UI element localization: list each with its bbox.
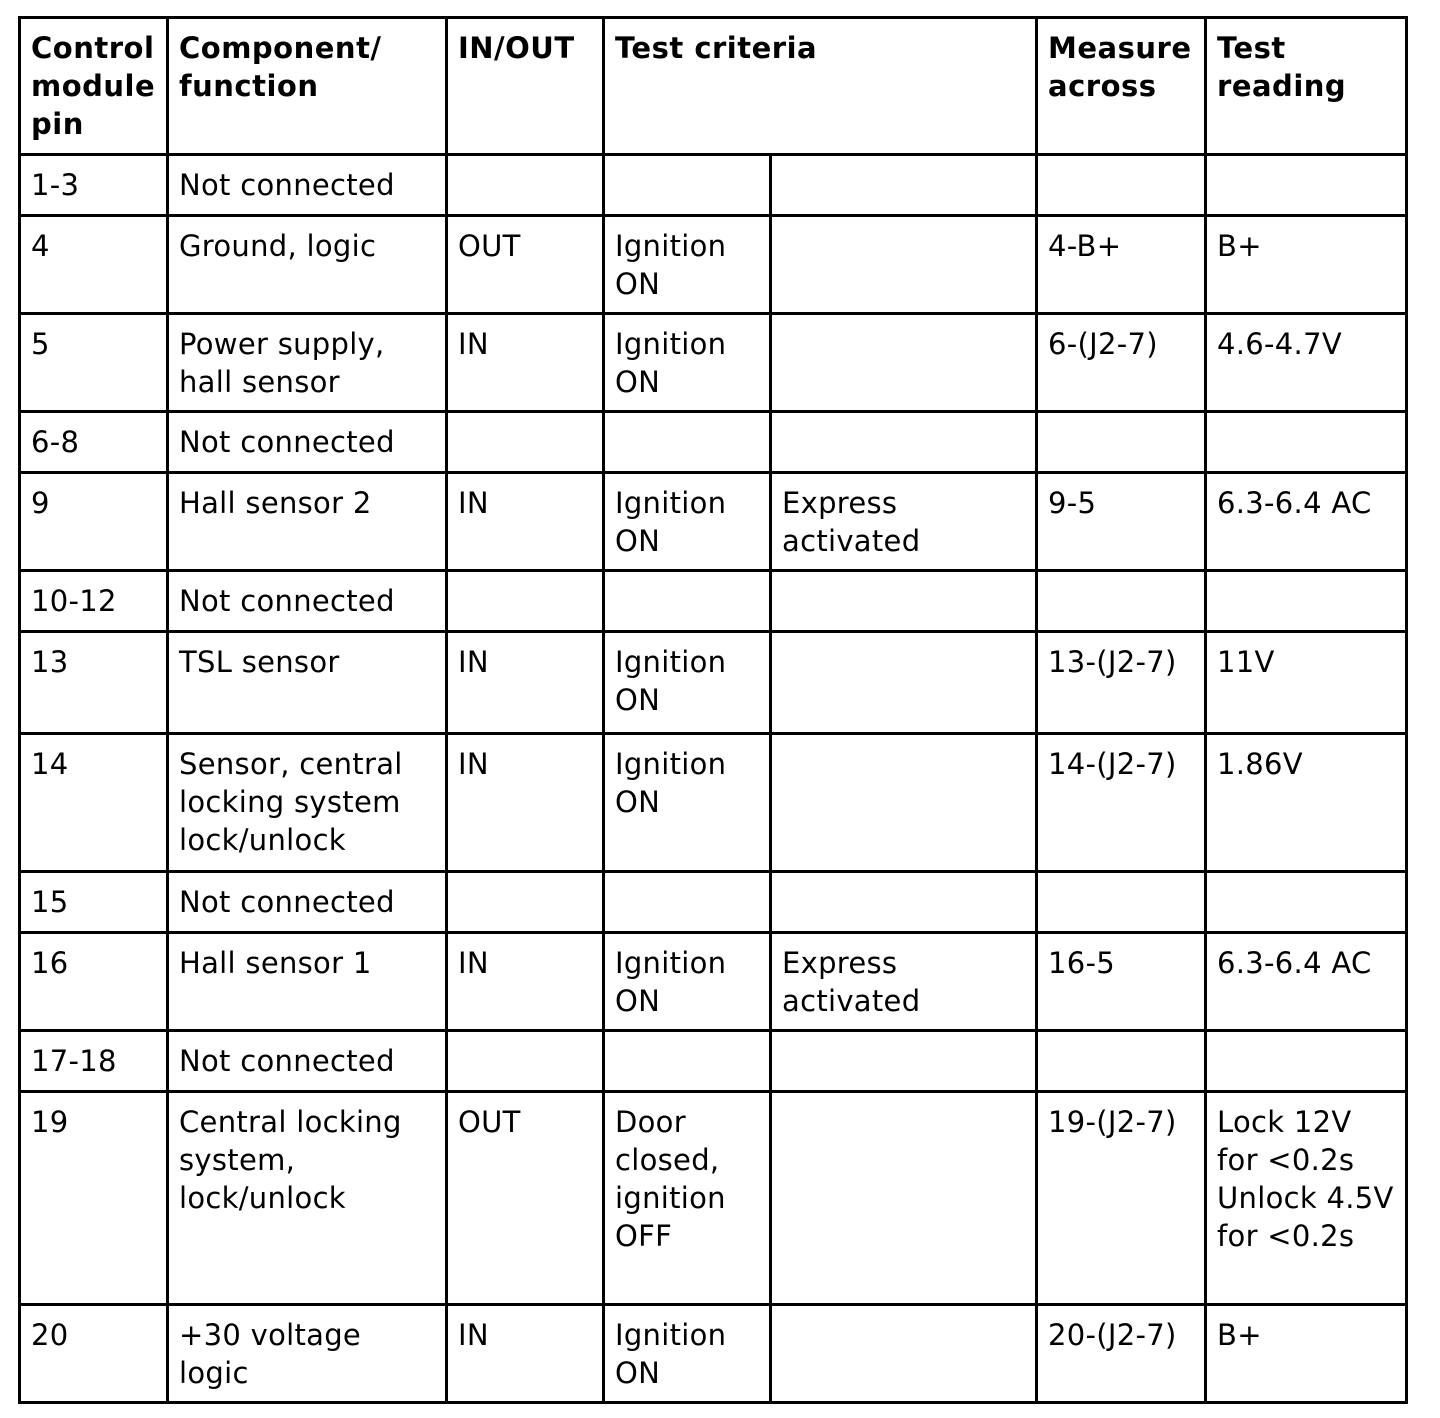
in-out-cell <box>447 1030 604 1091</box>
header-measure-across: Measure across <box>1037 18 1206 155</box>
in-out-cell: OUT <box>447 216 604 314</box>
table-row <box>20 216 1407 314</box>
table-row <box>20 1030 1407 1091</box>
table-row <box>20 571 1407 632</box>
test-condition-cell <box>771 1304 1037 1402</box>
pin-cell: 6-8 <box>20 412 168 473</box>
header-component-function: Component/ function <box>168 18 447 155</box>
pin-cell: 19 <box>20 1091 168 1304</box>
test-condition-cell <box>771 734 1037 871</box>
measure-across-cell: 6-(J2-7) <box>1037 314 1206 412</box>
measure-across-cell <box>1037 1030 1206 1091</box>
test-reading-cell: 4.6-4.7V <box>1206 314 1407 412</box>
table-row <box>20 473 1407 571</box>
pin-cell: 15 <box>20 871 168 932</box>
component-cell: Not connected <box>168 412 447 473</box>
pin-cell: 9 <box>20 473 168 571</box>
measure-across-cell: 16-5 <box>1037 932 1206 1030</box>
in-out-cell <box>447 412 604 473</box>
test-reading-cell: 6.3-6.4 AC <box>1206 932 1407 1030</box>
table-row <box>20 734 1407 871</box>
test-reading-cell <box>1206 571 1407 632</box>
measure-across-cell <box>1037 871 1206 932</box>
test-condition-cell: Express activated <box>771 473 1037 571</box>
in-out-cell <box>447 571 604 632</box>
header-test-criteria: Test criteria <box>604 18 1037 155</box>
table-row <box>20 932 1407 1030</box>
test-criteria-cell <box>604 412 771 473</box>
table-row <box>20 871 1407 932</box>
pin-cell: 1-3 <box>20 155 168 216</box>
pin-cell: 14 <box>20 734 168 871</box>
component-cell: Hall sensor 2 <box>168 473 447 571</box>
pin-cell: 10-12 <box>20 571 168 632</box>
component-cell: Power supply, hall sensor <box>168 314 447 412</box>
measure-across-cell: 9-5 <box>1037 473 1206 571</box>
measure-across-cell <box>1037 412 1206 473</box>
in-out-cell: IN <box>447 632 604 734</box>
measure-across-cell: 13-(J2-7) <box>1037 632 1206 734</box>
test-condition-cell <box>771 412 1037 473</box>
in-out-cell: OUT <box>447 1091 604 1304</box>
measure-across-cell: 19-(J2-7) <box>1037 1091 1206 1304</box>
component-cell: Ground, logic <box>168 216 447 314</box>
test-condition-cell <box>771 155 1037 216</box>
test-criteria-cell: Door closed, ignition OFF <box>604 1091 771 1304</box>
pin-cell: 13 <box>20 632 168 734</box>
in-out-cell: IN <box>447 932 604 1030</box>
test-reading-cell <box>1206 871 1407 932</box>
test-reading-cell <box>1206 412 1407 473</box>
test-reading-cell <box>1206 1030 1407 1091</box>
pin-test-table <box>18 16 1408 1404</box>
in-out-cell <box>447 871 604 932</box>
test-condition-cell <box>771 314 1037 412</box>
in-out-cell: IN <box>447 1304 604 1402</box>
header-test-reading: Test reading <box>1206 18 1407 155</box>
header-control-module-pin: Control module pin <box>20 18 168 155</box>
component-cell: +30 voltage logic <box>168 1304 447 1402</box>
table-row <box>20 155 1407 216</box>
test-condition-cell <box>771 571 1037 632</box>
component-cell: TSL sensor <box>168 632 447 734</box>
in-out-cell <box>447 155 604 216</box>
test-criteria-cell: Ignition ON <box>604 1304 771 1402</box>
test-reading-cell: 6.3-6.4 AC <box>1206 473 1407 571</box>
test-criteria-cell: Ignition ON <box>604 734 771 871</box>
test-criteria-cell <box>604 1030 771 1091</box>
test-criteria-cell: Ignition ON <box>604 632 771 734</box>
measure-across-cell <box>1037 155 1206 216</box>
test-criteria-cell <box>604 155 771 216</box>
measure-across-cell: 4-B+ <box>1037 216 1206 314</box>
test-criteria-cell: Ignition ON <box>604 216 771 314</box>
test-reading-cell: 11V <box>1206 632 1407 734</box>
table-row <box>20 1091 1407 1304</box>
component-cell: Central locking system, lock/unlock <box>168 1091 447 1304</box>
component-cell: Hall sensor 1 <box>168 932 447 1030</box>
test-reading-cell: B+ <box>1206 1304 1407 1402</box>
in-out-cell: IN <box>447 734 604 871</box>
component-cell: Not connected <box>168 155 447 216</box>
component-cell: Sensor, central locking system lock/unlock <box>168 734 447 871</box>
component-cell: Not connected <box>168 871 447 932</box>
test-criteria-cell: Ignition ON <box>604 932 771 1030</box>
in-out-cell: IN <box>447 473 604 571</box>
test-condition-cell <box>771 1091 1037 1304</box>
measure-across-cell <box>1037 571 1206 632</box>
test-reading-cell: Lock 12V for <0.2s Unlock 4.5V for <0.2s <box>1206 1091 1407 1304</box>
test-reading-cell: 1.86V <box>1206 734 1407 871</box>
table-row <box>20 412 1407 473</box>
test-condition-cell <box>771 632 1037 734</box>
header-in-out: IN/OUT <box>447 18 604 155</box>
header-row <box>20 18 1407 155</box>
pin-cell: 4 <box>20 216 168 314</box>
test-reading-cell <box>1206 155 1407 216</box>
test-condition-cell: Express activated <box>771 932 1037 1030</box>
pin-cell: 5 <box>20 314 168 412</box>
test-criteria-cell <box>604 871 771 932</box>
table-body <box>20 155 1407 1403</box>
measure-across-cell: 14-(J2-7) <box>1037 734 1206 871</box>
in-out-cell: IN <box>447 314 604 412</box>
pin-cell: 16 <box>20 932 168 1030</box>
test-condition-cell <box>771 216 1037 314</box>
pin-cell: 17-18 <box>20 1030 168 1091</box>
test-criteria-cell: Ignition ON <box>604 314 771 412</box>
test-condition-cell <box>771 1030 1037 1091</box>
test-reading-cell: B+ <box>1206 216 1407 314</box>
test-criteria-cell <box>604 571 771 632</box>
table-row <box>20 1304 1407 1402</box>
measure-across-cell: 20-(J2-7) <box>1037 1304 1206 1402</box>
component-cell: Not connected <box>168 1030 447 1091</box>
test-condition-cell <box>771 871 1037 932</box>
table-row <box>20 314 1407 412</box>
table-row <box>20 632 1407 734</box>
component-cell: Not connected <box>168 571 447 632</box>
pin-cell: 20 <box>20 1304 168 1402</box>
test-criteria-cell: Ignition ON <box>604 473 771 571</box>
